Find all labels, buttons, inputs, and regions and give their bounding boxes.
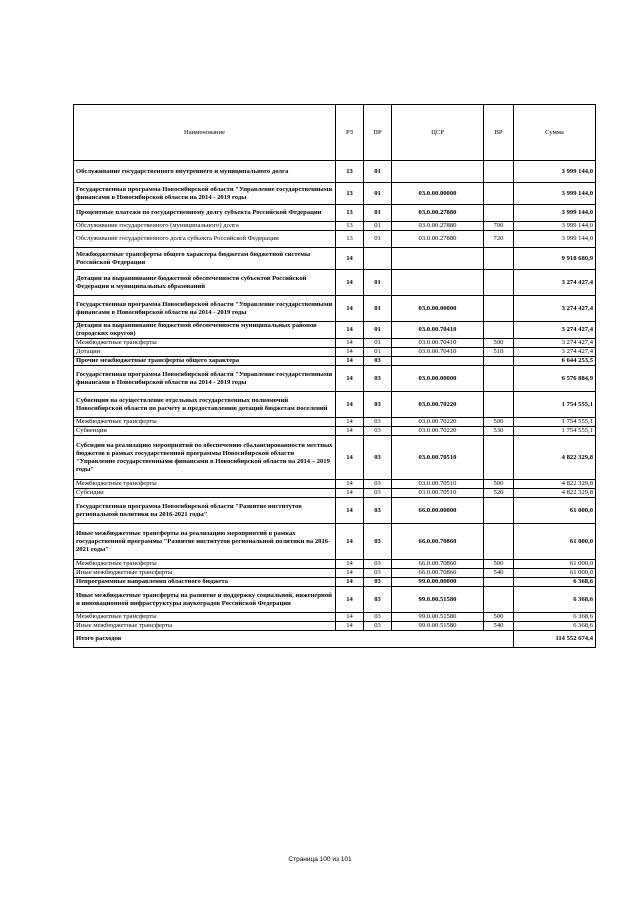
row-name: Субсидии bbox=[74, 489, 336, 498]
row-vr: 510 bbox=[484, 348, 514, 357]
table-row bbox=[74, 231, 596, 248]
row-pr: 01 bbox=[364, 183, 392, 205]
row-vr bbox=[484, 392, 514, 418]
row-vr bbox=[484, 248, 514, 270]
row-pr: 03 bbox=[364, 357, 392, 366]
row-csr: 03.0.00.70410 bbox=[392, 322, 484, 339]
row-name: Непрограммные направления областного бюджета bbox=[74, 578, 336, 587]
header-sum: Сумма bbox=[514, 105, 596, 161]
row-name: Обслуживание государственного внутреннего и муниципального долга bbox=[74, 161, 336, 183]
row-csr: 03.0.00.27880 bbox=[392, 231, 484, 248]
row-csr bbox=[392, 248, 484, 270]
row-name: Обслуживание государственного долга субъекта Российской Федерации bbox=[74, 231, 336, 248]
table-row bbox=[74, 489, 596, 498]
row-name: Иные межбюджетные трансферты bbox=[74, 569, 336, 578]
row-csr: 03.0.00.27880 bbox=[392, 222, 484, 231]
row-name: Дотации на выравнивание бюджетной обеспеченности субъектов Российской Федерации и муниципальных образований bbox=[74, 270, 336, 296]
row-vr bbox=[484, 524, 514, 560]
row-rz: 14 bbox=[336, 613, 364, 622]
row-pr: 01 bbox=[364, 231, 392, 248]
row-sum: 61 000,0 bbox=[514, 524, 596, 560]
table-row bbox=[74, 366, 596, 392]
row-csr: 03.0.00.00000 bbox=[392, 183, 484, 205]
row-vr bbox=[484, 161, 514, 183]
table-row bbox=[74, 296, 596, 322]
row-sum: 6 644 253,5 bbox=[514, 357, 596, 366]
row-sum: 1 754 555,1 bbox=[514, 392, 596, 418]
row-vr: 540 bbox=[484, 622, 514, 631]
row-csr bbox=[392, 161, 484, 183]
header-pr: ПР bbox=[364, 105, 392, 161]
row-pr: 03 bbox=[364, 587, 392, 613]
row-sum: 3 999 144,0 bbox=[514, 183, 596, 205]
row-name: Прочие межбюджетные трансферты общего характера bbox=[74, 357, 336, 366]
row-name: Межбюджетные трансферты bbox=[74, 560, 336, 569]
row-sum: 3 999 144,0 bbox=[514, 161, 596, 183]
row-csr: 03.0.00.70220 bbox=[392, 418, 484, 427]
table-row bbox=[74, 480, 596, 489]
budget-table bbox=[73, 104, 596, 648]
row-sum: 6 368,6 bbox=[514, 587, 596, 613]
row-pr: 01 bbox=[364, 296, 392, 322]
row-pr: 03 bbox=[364, 622, 392, 631]
row-vr: 500 bbox=[484, 560, 514, 569]
table-row bbox=[74, 357, 596, 366]
row-rz: 14 bbox=[336, 418, 364, 427]
total-label: Итого расходов bbox=[74, 631, 514, 648]
table-row bbox=[74, 498, 596, 524]
row-rz: 14 bbox=[336, 248, 364, 270]
table-row bbox=[74, 524, 596, 560]
row-rz: 14 bbox=[336, 339, 364, 348]
header-csr: ЦСР bbox=[392, 105, 484, 161]
table-row bbox=[74, 578, 596, 587]
table-row bbox=[74, 418, 596, 427]
row-sum: 6 368,6 bbox=[514, 622, 596, 631]
row-name: Межбюджетные трансферты bbox=[74, 339, 336, 348]
row-sum: 3 999 144,0 bbox=[514, 205, 596, 222]
row-pr: 01 bbox=[364, 270, 392, 296]
table-row bbox=[74, 270, 596, 296]
row-name: Дотации на выравнивание бюджетной обеспеченности муниципальных районов (городских округов) bbox=[74, 322, 336, 339]
row-pr: 01 bbox=[364, 205, 392, 222]
table-row bbox=[74, 392, 596, 418]
row-vr: 500 bbox=[484, 613, 514, 622]
page-footer: Страница 100 из 101 bbox=[288, 856, 352, 863]
row-vr bbox=[484, 183, 514, 205]
row-sum: 3 274 427,4 bbox=[514, 296, 596, 322]
row-name: Иные межбюджетные трансферты bbox=[74, 622, 336, 631]
row-rz: 14 bbox=[336, 622, 364, 631]
row-rz: 14 bbox=[336, 366, 364, 392]
header-row bbox=[74, 105, 596, 161]
row-rz: 14 bbox=[336, 480, 364, 489]
row-csr: 66.0.00.00000 bbox=[392, 498, 484, 524]
row-csr: 03.0.00.70510 bbox=[392, 436, 484, 480]
table-row bbox=[74, 161, 596, 183]
row-csr: 99.0.00.00000 bbox=[392, 578, 484, 587]
table-row bbox=[74, 248, 596, 270]
table-row bbox=[74, 613, 596, 622]
row-pr: 03 bbox=[364, 418, 392, 427]
row-rz: 13 bbox=[336, 205, 364, 222]
row-rz: 13 bbox=[336, 161, 364, 183]
row-name: Субвенции bbox=[74, 427, 336, 436]
row-name: Обслуживание государственного (муниципального) долга bbox=[74, 222, 336, 231]
row-name: Межбюджетные трансферты bbox=[74, 418, 336, 427]
row-pr: 03 bbox=[364, 569, 392, 578]
row-vr bbox=[484, 578, 514, 587]
row-rz: 14 bbox=[336, 427, 364, 436]
row-sum: 6 368,6 bbox=[514, 578, 596, 587]
row-vr: 720 bbox=[484, 231, 514, 248]
row-name: Межбюджетные трансферты bbox=[74, 480, 336, 489]
row-vr bbox=[484, 587, 514, 613]
row-rz: 14 bbox=[336, 560, 364, 569]
row-name: Государственная программа Новосибирской области "Управление государственными финансами в Новосибирской области на 2014 - 2019 годы bbox=[74, 296, 336, 322]
row-pr: 03 bbox=[364, 392, 392, 418]
row-pr: 03 bbox=[364, 489, 392, 498]
row-pr: 03 bbox=[364, 436, 392, 480]
row-vr: 520 bbox=[484, 489, 514, 498]
row-csr: 99.0.00.51580 bbox=[392, 622, 484, 631]
row-vr bbox=[484, 270, 514, 296]
row-csr: 99.0.00.51580 bbox=[392, 587, 484, 613]
row-rz: 14 bbox=[336, 498, 364, 524]
table-row bbox=[74, 183, 596, 205]
row-csr: 66.0.00.70860 bbox=[392, 569, 484, 578]
row-rz: 14 bbox=[336, 322, 364, 339]
row-csr: 03.0.00.70220 bbox=[392, 392, 484, 418]
row-vr bbox=[484, 366, 514, 392]
table-row bbox=[74, 427, 596, 436]
row-vr bbox=[484, 205, 514, 222]
row-name: Межбюджетные трансферты bbox=[74, 613, 336, 622]
row-rz: 14 bbox=[336, 357, 364, 366]
row-vr bbox=[484, 322, 514, 339]
row-rz: 14 bbox=[336, 569, 364, 578]
row-name: Межбюджетные трансферты общего характера бюджетам бюджетной системы Российской Федерации bbox=[74, 248, 336, 270]
row-vr: 500 bbox=[484, 339, 514, 348]
row-vr bbox=[484, 296, 514, 322]
header-vr: ВР bbox=[484, 105, 514, 161]
row-sum: 61 000,0 bbox=[514, 560, 596, 569]
row-pr: 03 bbox=[364, 560, 392, 569]
row-name: Государственная программа Новосибирской области "Развитие институтов региональной политики на 2016-2021 годы" bbox=[74, 498, 336, 524]
row-vr bbox=[484, 498, 514, 524]
header-rz: РЗ bbox=[336, 105, 364, 161]
row-rz: 13 bbox=[336, 183, 364, 205]
table-row bbox=[74, 622, 596, 631]
row-csr bbox=[392, 357, 484, 366]
row-vr: 530 bbox=[484, 427, 514, 436]
row-vr: 540 bbox=[484, 569, 514, 578]
table-row bbox=[74, 348, 596, 357]
row-csr: 66.0.00.70860 bbox=[392, 524, 484, 560]
row-sum: 6 576 884,9 bbox=[514, 366, 596, 392]
table-row bbox=[74, 205, 596, 222]
table-row bbox=[74, 560, 596, 569]
row-csr: 03.0.00.70410 bbox=[392, 339, 484, 348]
row-csr: 03.0.00.00000 bbox=[392, 366, 484, 392]
row-sum: 3 999 144,0 bbox=[514, 222, 596, 231]
row-rz: 14 bbox=[336, 348, 364, 357]
row-csr: 03.0.00.70410 bbox=[392, 348, 484, 357]
row-vr: 500 bbox=[484, 480, 514, 489]
row-csr bbox=[392, 270, 484, 296]
row-vr bbox=[484, 357, 514, 366]
row-vr bbox=[484, 436, 514, 480]
row-sum: 3 999 144,0 bbox=[514, 231, 596, 248]
row-name: Иные межбюджетные трансферты на развитие и поддержку социальной, инженерной и инновационной инфраструктуры наукоградов Российской Федерации bbox=[74, 587, 336, 613]
row-rz: 13 bbox=[336, 222, 364, 231]
row-vr: 500 bbox=[484, 418, 514, 427]
row-sum: 4 822 329,8 bbox=[514, 436, 596, 480]
row-name: Субвенция на осуществление отдельных государственных полномочий Новосибирской области по расчету и предоставлению дотаций бюджетам поселений bbox=[74, 392, 336, 418]
row-pr: 03 bbox=[364, 498, 392, 524]
row-csr: 03.0.00.70510 bbox=[392, 480, 484, 489]
row-sum: 9 918 680,9 bbox=[514, 248, 596, 270]
row-pr: 01 bbox=[364, 222, 392, 231]
row-rz: 13 bbox=[336, 231, 364, 248]
row-rz: 14 bbox=[336, 578, 364, 587]
row-vr: 700 bbox=[484, 222, 514, 231]
row-name: Субсидии на реализацию мероприятий по обеспечению сбалансированности местных бюджетов в рамках государственной программы Новосибирской области "Управление государственными финансами в Новосибирской области на 2014 – 2019 годы" bbox=[74, 436, 336, 480]
table-row bbox=[74, 587, 596, 613]
row-sum: 3 274 427,4 bbox=[514, 348, 596, 357]
row-pr: 03 bbox=[364, 578, 392, 587]
row-csr: 03.0.00.70220 bbox=[392, 427, 484, 436]
row-pr: 03 bbox=[364, 427, 392, 436]
row-rz: 14 bbox=[336, 392, 364, 418]
total-row bbox=[74, 631, 596, 648]
row-pr: 03 bbox=[364, 480, 392, 489]
row-name: Государственная программа Новосибирской области "Управление государственными финансами в Новосибирской области на 2014 - 2019 годы bbox=[74, 366, 336, 392]
row-pr: 03 bbox=[364, 613, 392, 622]
row-csr: 03.0.00.00000 bbox=[392, 296, 484, 322]
table-row bbox=[74, 322, 596, 339]
row-rz: 14 bbox=[336, 489, 364, 498]
row-sum: 1 754 555,1 bbox=[514, 418, 596, 427]
row-name: Процентные платежи по государственному долгу субъекта Российской Федерации bbox=[74, 205, 336, 222]
row-pr bbox=[364, 248, 392, 270]
table-row bbox=[74, 339, 596, 348]
row-rz: 14 bbox=[336, 587, 364, 613]
row-pr: 01 bbox=[364, 348, 392, 357]
row-pr: 01 bbox=[364, 161, 392, 183]
row-name: Дотации bbox=[74, 348, 336, 357]
row-rz: 14 bbox=[336, 270, 364, 296]
row-pr: 01 bbox=[364, 322, 392, 339]
row-rz: 14 bbox=[336, 436, 364, 480]
row-sum: 3 274 427,4 bbox=[514, 322, 596, 339]
row-sum: 4 822 329,8 bbox=[514, 480, 596, 489]
row-sum: 61 000,0 bbox=[514, 498, 596, 524]
row-pr: 03 bbox=[364, 524, 392, 560]
row-rz: 14 bbox=[336, 524, 364, 560]
row-pr: 01 bbox=[364, 339, 392, 348]
row-csr: 03.0.00.27880 bbox=[392, 205, 484, 222]
row-name: Государственная программа Новосибирской области "Управление государственными финансами в Новосибирской области на 2014 - 2019 годы bbox=[74, 183, 336, 205]
row-sum: 3 274 427,4 bbox=[514, 339, 596, 348]
total-sum: 114 552 674,4 bbox=[514, 631, 596, 648]
table-row bbox=[74, 569, 596, 578]
header-name: Наименование bbox=[74, 105, 336, 161]
row-pr: 03 bbox=[364, 366, 392, 392]
row-csr: 99.0.00.51580 bbox=[392, 613, 484, 622]
row-sum: 4 822 329,8 bbox=[514, 489, 596, 498]
row-sum: 6 368,6 bbox=[514, 613, 596, 622]
row-sum: 61 000,0 bbox=[514, 569, 596, 578]
row-csr: 03.0.00.70510 bbox=[392, 489, 484, 498]
row-rz: 14 bbox=[336, 296, 364, 322]
row-csr: 66.0.00.70860 bbox=[392, 560, 484, 569]
row-name: Иные межбюджетные трансферты на реализацию мероприятий в рамках государственной программы "Развитие институтов региональной политики на 2016-2021 годы" bbox=[74, 524, 336, 560]
row-sum: 3 274 427,4 bbox=[514, 270, 596, 296]
table-row bbox=[74, 436, 596, 480]
row-sum: 1 754 555,1 bbox=[514, 427, 596, 436]
table-row bbox=[74, 222, 596, 231]
